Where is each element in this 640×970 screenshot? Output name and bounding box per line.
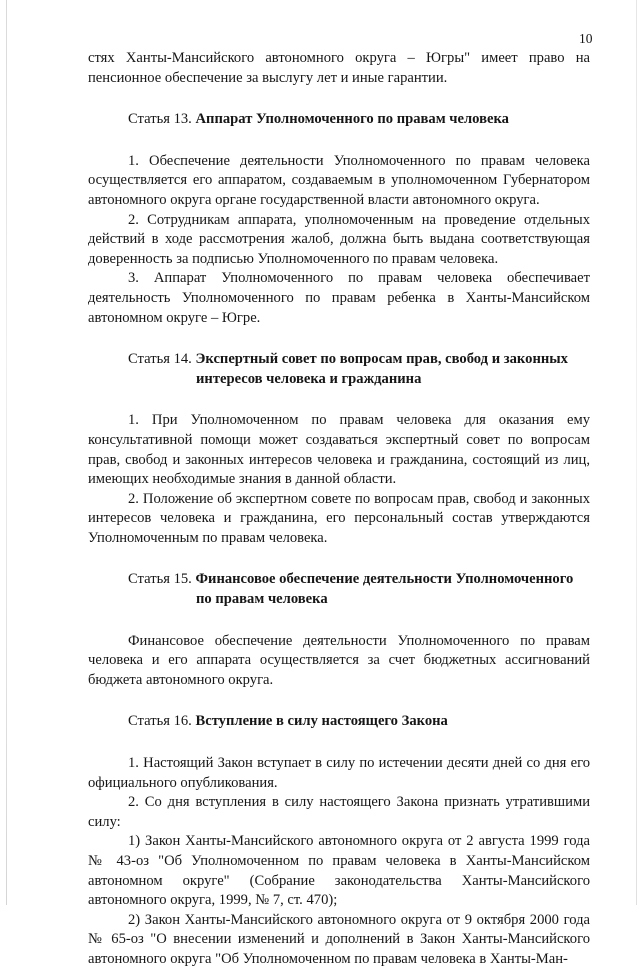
article-16-paragraph-1: 1. Настоящий Закон вступает в силу по истечении десяти дней со дня его официального опубликования.	[88, 755, 590, 791]
article-16-title: Вступление в силу настоящего Закона	[195, 713, 448, 730]
article-13-prefix: Статья 13.	[128, 111, 192, 128]
article-14-title-line-2: интересов человека и гражданина	[196, 370, 422, 387]
scan-edge-right	[636, 0, 637, 905]
article-14-prefix: Статья 14.	[128, 351, 192, 368]
article-13-paragraph-1: 1. Обеспечение деятельности Уполномоченного по правам человека осуществляется его аппаратом, создаваемым в уполномоченном Губернатором автономного округа органе государственной власти автономного округа.	[88, 152, 590, 208]
article-13-paragraph-2: 2. Сотрудникам аппарата, уполномоченным на проведение отдельных действий в ходе рассмотрения жалоб, должна быть выдана соответствующая доверенность за подписью Уполномоченного по правам человека.	[88, 211, 590, 267]
article-16-prefix: Статья 16.	[128, 713, 192, 730]
article-13-title: Аппарат Уполномоченного по правам человека	[195, 111, 509, 128]
article-15-title-line-2: по правам человека	[196, 591, 328, 608]
page-number: 10	[579, 31, 593, 46]
article-15-paragraph-1: Финансовое обеспечение деятельности Уполномоченного по правам человека и его аппарата осуществляется за счет бюджетных ассигнований бюджета автономного округа.	[88, 632, 590, 688]
scan-edge-left	[6, 0, 7, 905]
article-16-heading	[88, 712, 590, 732]
article-13-heading	[88, 110, 590, 130]
article-16-paragraph-2: 2. Со дня вступления в силу настоящего Закона признать утратившими силу:	[88, 794, 590, 830]
article-16-item-1: 1) Закон Ханты-Мансийского автономного округа от 2 августа 1999 года № 43-оз "Об Уполномоченном по правам человека в Ханты-Мансийском автономном округе" (Собрание законодательства Ханты-Мансийского автономного округа, 1999, № 7, ст. 470);	[88, 833, 590, 909]
article-14-paragraph-2: 2. Положение об экспертном совете по вопросам прав, свобод и законных интересов человека и гражданина, его персональный состав утверждаются Уполномоченным по правам человека.	[88, 490, 590, 546]
document-body	[88, 49, 590, 970]
article-14-paragraph-1: 1. При Уполномоченном по правам человека для оказания ему консультативной помощи может создаваться экспертный совет по вопросам прав, свобод и законных интересов человека и гражданина, состоящий из лиц, имеющих необходимые знания в данной области.	[88, 412, 590, 488]
article-14-title-line-1: Экспертный совет по вопросам прав, свобод и законных	[195, 351, 568, 368]
intro-paragraph: стях Ханты-Мансийского автономного округа – Югры" имеет право на пенсионное обеспечение за выслугу лет и иные гарантии.	[88, 50, 590, 86]
article-15-prefix: Статья 15.	[128, 571, 192, 588]
article-15-title-line-1: Финансовое обеспечение деятельности Уполномоченного	[195, 571, 574, 588]
article-15-heading	[88, 570, 590, 609]
article-13-paragraph-3: 3. Аппарат Уполномоченного по правам человека обеспечивает деятельность Уполномоченного по правам ребенка в Ханты-Мансийском автономном округе – Югре.	[88, 270, 590, 326]
article-16-item-2: 2) Закон Ханты-Мансийского автономного округа от 9 октября 2000 года № 65-оз "О внесении изменений и дополнений в Закон Ханты-Мансийского автономного округа "Об Уполномоченном по правам человека в Ханты-Ман-	[88, 911, 590, 967]
article-14-heading	[88, 350, 590, 389]
